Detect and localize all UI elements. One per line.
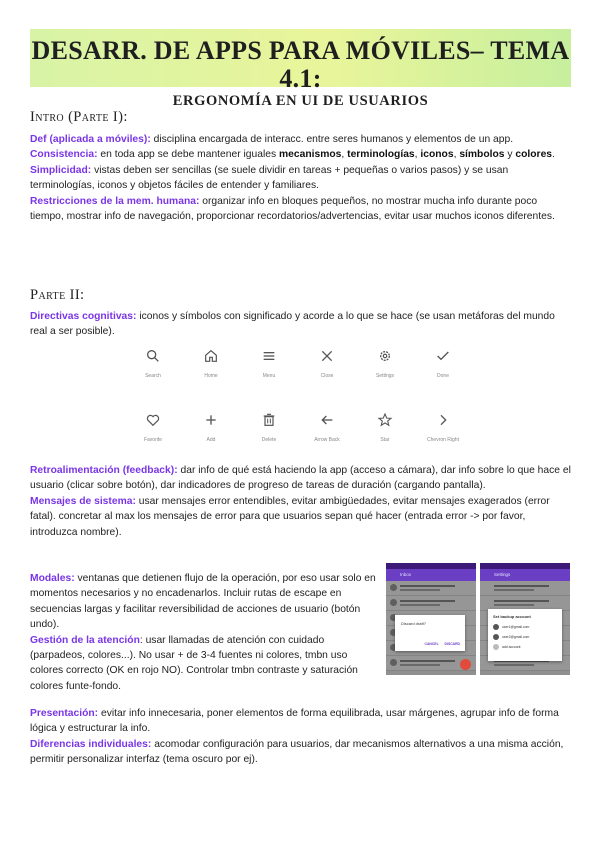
- text: iconos y símbolos con significado y acorde a lo que se hace (se usan metáforas del mundo real a ser posible).: [30, 311, 555, 338]
- icon-item: [124, 348, 182, 379]
- option-label: user1@gmail.com: [502, 624, 530, 629]
- icon-label: Done: [437, 373, 449, 379]
- text: evitar info innecesaria, poner elementos de forma equilibrada, usar márgenes, agrupar info de forma lógica y estructurar la info.: [30, 708, 559, 735]
- star-icon: [377, 412, 393, 428]
- text: ventanas que detienen flujo de la operación, por eso usar solo en momentos necesarios y no encadenarlos. Incluir rutas de escape en secuencias largas y facilitar reversibilidad de acciones de usuario (botón undo).: [30, 573, 376, 631]
- account-option[interactable]: [488, 622, 562, 632]
- icon-item: [182, 412, 240, 443]
- definition-paragraph: [30, 132, 572, 147]
- icon-item: [298, 412, 356, 443]
- discard-dialog: [395, 615, 465, 651]
- avatar: [493, 624, 499, 630]
- term: Consistencia:: [30, 149, 98, 161]
- icon-label: Favorite: [143, 437, 163, 443]
- text: en toda app se debe mantener iguales: [97, 149, 280, 161]
- icon-label: Settings: [375, 373, 395, 379]
- bold-text: mecanismos: [279, 149, 342, 161]
- text: acomodar configuración para usuarios, dar mecanismos alternativos a una misma acción, permitir personalizar interfaz (tema oscuro por ej).: [30, 738, 564, 766]
- text: : usar llamadas de atención con cuidado (parpadeos, colores...). No usar + de 3-4 fuentes ni colores, tmbn uso colores correcto (OK en rojo NO). Controlar tmbn contraste y saturación colores funte-fondo.: [30, 634, 358, 692]
- simplicity-paragraph: [30, 163, 572, 194]
- icon-label: Search: [145, 373, 161, 379]
- bold-text: símbolos: [459, 149, 505, 161]
- text: y: [504, 149, 516, 161]
- term: Presentación:: [30, 708, 99, 719]
- icon-label: Menu: [262, 373, 276, 379]
- icon-label: Home: [204, 373, 218, 379]
- search-icon: [145, 348, 161, 364]
- check-icon: [435, 348, 451, 364]
- icon-label: Close: [320, 373, 334, 379]
- text: ,: [341, 149, 348, 161]
- icon-item: [414, 348, 472, 379]
- memory-paragraph: [30, 194, 572, 225]
- discard-button[interactable]: DISCARD: [444, 642, 460, 646]
- avatar: [493, 634, 499, 640]
- settings-icon: [377, 348, 393, 364]
- modals-block: [30, 571, 376, 694]
- option-label: add account: [502, 644, 521, 649]
- icon-item: [356, 412, 414, 443]
- text: ,: [453, 149, 460, 161]
- icon-item: [414, 412, 472, 443]
- feedback-paragraph: [30, 463, 572, 494]
- section-heading-intro: Intro (Parte I):: [30, 109, 128, 125]
- term: Gestión de la atención: [30, 634, 140, 646]
- dialog-title: Discard draft?: [401, 621, 426, 626]
- menu-icon: [261, 348, 277, 364]
- term: Restricciones de la mem. humana:: [30, 195, 200, 207]
- icon-label: Delete: [261, 437, 277, 443]
- term: Directivas cognitivas:: [30, 311, 137, 322]
- title-banner: [30, 29, 571, 109]
- bold-text: iconos: [420, 149, 454, 161]
- icon-row-2: [124, 412, 474, 462]
- text: vistas deben ser sencillas (se suele dividir en tareas + pequeñas o varios pasos) y se usan terminologías, iconos y objetos fáciles de entender y familiares.: [30, 164, 509, 192]
- modal-screenshots: [386, 563, 572, 675]
- feedback-block: [30, 463, 572, 540]
- icon-item: [240, 348, 298, 379]
- icon-item: [124, 412, 182, 443]
- cancel-button[interactable]: CANCEL: [424, 642, 439, 646]
- text: dar info de qué está haciendo la app (acceso a cámara), dar info sobre lo que hace el usuario (clicar sobre botón), dar indicadores de progreso de tareas de duración (cargando pantalla).: [30, 465, 571, 492]
- intro-block: [30, 132, 572, 224]
- attention-paragraph: [30, 633, 376, 695]
- trash-icon: [261, 412, 277, 428]
- text: ,: [414, 149, 421, 161]
- text: disciplina encargada de interacc. entre seres humanos y elementos de un app.: [150, 134, 514, 145]
- system-messages-paragraph: [30, 494, 572, 540]
- plus-icon: [203, 412, 219, 428]
- icon-item: [298, 348, 356, 379]
- presentation-paragraph: [30, 706, 572, 737]
- page-title: DESARR. DE APPS PARA MÓVILES– TEMA 4.1:: [31, 36, 570, 93]
- bold-text: colores: [515, 149, 553, 161]
- term: Simplicidad:: [30, 164, 92, 176]
- fab-button[interactable]: [460, 659, 471, 670]
- close-icon: [319, 348, 335, 364]
- bold-text: terminologías: [347, 149, 415, 161]
- icon-label: Add: [206, 437, 216, 443]
- icon-row-1: [124, 348, 474, 398]
- presentation-block: [30, 706, 572, 768]
- term: Diferencias individuales:: [30, 738, 152, 750]
- term: Retroalimentación (feedback):: [30, 465, 178, 476]
- text: usar mensajes error entendibles, evitar ambigüedades, evitar mensajes exagerados (error fatal). concretar al max los mensajes de error para que usuarios sepan qué hacer (entrada error -> por favor, introduzca nombre).: [30, 495, 550, 538]
- icon-item: [240, 412, 298, 443]
- plus-icon: [493, 644, 499, 650]
- icon-label: Chevron Right: [427, 437, 459, 443]
- arrow-back-icon: [319, 412, 335, 428]
- phone-mock-settings: [480, 563, 570, 675]
- home-icon: [203, 348, 219, 364]
- text: .: [552, 149, 555, 161]
- app-bar: Inbox: [386, 569, 476, 581]
- add-account-option[interactable]: [488, 642, 562, 652]
- backup-account-dialog: [488, 609, 562, 661]
- heart-icon: [145, 412, 161, 428]
- app-bar: Settings: [480, 569, 570, 581]
- icon-item: [356, 348, 414, 379]
- phone-mock-inbox: [386, 563, 476, 675]
- chevron-right-icon: [435, 412, 451, 428]
- term: Def (aplicada a móviles):: [30, 134, 151, 145]
- icon-label: Star: [380, 437, 390, 443]
- term: Modales:: [30, 573, 75, 584]
- modals-paragraph: [30, 571, 376, 633]
- page-subtitle: ERGONOMÍA EN UI DE USUARIOS: [172, 93, 429, 109]
- text: organizar info en bloques pequeños, no mostrar mucha info durante poco tiempo, mostrar info de navegación, proporcionar recordatorios/advertencias, evitar usar muchos iconos diferentes.: [30, 195, 555, 223]
- term: Mensajes de sistema:: [30, 495, 136, 507]
- icon-item: [182, 348, 240, 379]
- individual-differences-paragraph: [30, 737, 572, 768]
- option-label: user2@gmail.com: [502, 634, 530, 639]
- dialog-title: Set backup account: [493, 614, 531, 619]
- cognitive-paragraph: [30, 309, 572, 340]
- account-option[interactable]: [488, 632, 562, 642]
- icon-label: Arrow Back: [314, 437, 340, 443]
- section-heading-part2: Parte II:: [30, 287, 85, 303]
- consistency-paragraph: [30, 147, 572, 162]
